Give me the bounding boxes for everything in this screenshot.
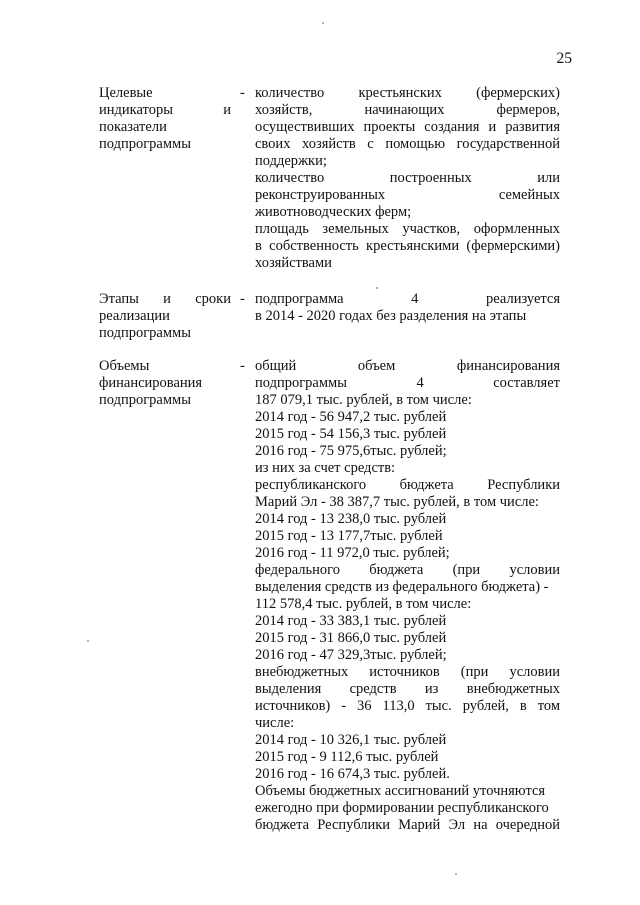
- label-line: реализации: [99, 308, 170, 324]
- label-line: подпрограммы: [99, 392, 191, 408]
- content-line: 2015 год - 31 866,0 тыс. рублей: [255, 630, 447, 646]
- section-content: [255, 85, 560, 272]
- content-line: из них за счет средств:: [255, 460, 396, 476]
- label-line: показатели: [99, 119, 167, 135]
- content-line: ежегодно при формировании республиканского: [255, 800, 549, 816]
- section-content: [255, 291, 560, 325]
- content-line: подпрограмма 4 реализуется: [255, 291, 560, 307]
- content-line: 2014 год - 10 326,1 тыс. рублей: [255, 732, 447, 748]
- content-line: подпрограммы 4 составляет: [255, 375, 560, 391]
- content-line: хозяйств, начинающих фермеров,: [255, 102, 560, 118]
- content-line: животноводческих ферм;: [255, 204, 412, 220]
- content-line: 2014 год - 13 238,0 тыс. рублей: [255, 511, 447, 527]
- content-line: осуществивших проекты создания и развития: [255, 119, 560, 135]
- content-line: поддержки;: [255, 153, 327, 169]
- content-line: 2016 год - 47 329,3тыс. рублей;: [255, 647, 447, 663]
- scan-speck: [455, 873, 457, 875]
- content-line: количество крестьянских (фермерских): [255, 85, 560, 101]
- content-line: количество построенных или: [255, 170, 560, 186]
- content-line: 2015 год - 13 177,7тыс. рублей: [255, 528, 443, 544]
- label-line: Этапы и сроки: [99, 291, 231, 307]
- page-number: 25: [556, 50, 572, 67]
- label-line: Целевые: [99, 85, 153, 101]
- content-line: 2016 год - 16 674,3 тыс. рублей.: [255, 766, 450, 782]
- content-line: выделения средств из внебюджетных: [255, 681, 560, 697]
- section-label: [99, 85, 231, 153]
- content-line: площадь земельных участков, оформленных: [255, 221, 560, 237]
- content-line: в 2014 - 2020 годах без разделения на этапы: [255, 308, 527, 324]
- section-dash: -: [240, 85, 245, 101]
- label-line: подпрограммы: [99, 325, 191, 341]
- label-line: индикаторы и: [99, 102, 231, 118]
- content-line: в собственность крестьянскими (фермерскими): [255, 238, 560, 254]
- section-label: [99, 291, 231, 342]
- content-line: 187 079,1 тыс. рублей, в том числе:: [255, 392, 472, 408]
- content-line: 2015 год - 54 156,3 тыс. рублей: [255, 426, 447, 442]
- label-line: подпрограммы: [99, 136, 191, 152]
- section-dash: -: [240, 358, 245, 374]
- content-line: реконструированных семейных: [255, 187, 560, 203]
- scan-speck: [87, 640, 89, 642]
- content-line: Марий Эл - 38 387,7 тыс. рублей, в том числе:: [255, 494, 539, 510]
- scan-speck: [376, 287, 378, 289]
- content-line: общий объем финансирования: [255, 358, 560, 374]
- section-dash: -: [240, 291, 245, 307]
- section-label: [99, 358, 231, 409]
- content-line: внебюджетных источников (при условии: [255, 664, 560, 680]
- content-line: 2016 год - 75 975,6тыс. рублей;: [255, 443, 447, 459]
- content-line: бюджета Республики Марий Эл на очередной: [255, 817, 560, 833]
- content-line: федерального бюджета (при условии: [255, 562, 560, 578]
- content-line: 2014 год - 56 947,2 тыс. рублей: [255, 409, 447, 425]
- content-line: 2014 год - 33 383,1 тыс. рублей: [255, 613, 447, 629]
- content-line: 2015 год - 9 112,6 тыс. рублей: [255, 749, 439, 765]
- content-line: 2016 год - 11 972,0 тыс. рублей;: [255, 545, 450, 561]
- content-line: выделения средств из федерального бюджета) -: [255, 579, 549, 595]
- content-line: своих хозяйств с помощью государственной: [255, 136, 560, 152]
- content-line: Объемы бюджетных ассигнований уточняются: [255, 783, 546, 799]
- content-line: источников) - 36 113,0 тыс. рублей, в том: [255, 698, 560, 714]
- content-line: республиканского бюджета Республики: [255, 477, 560, 493]
- label-line: Объемы: [99, 358, 150, 374]
- content-line: 112 578,4 тыс. рублей, в том числе:: [255, 596, 472, 612]
- scan-speck: [322, 22, 324, 24]
- content-line: числе:: [255, 715, 295, 731]
- content-line: хозяйствами: [255, 255, 332, 271]
- label-line: финансирования: [99, 375, 203, 391]
- section-content: [255, 358, 560, 834]
